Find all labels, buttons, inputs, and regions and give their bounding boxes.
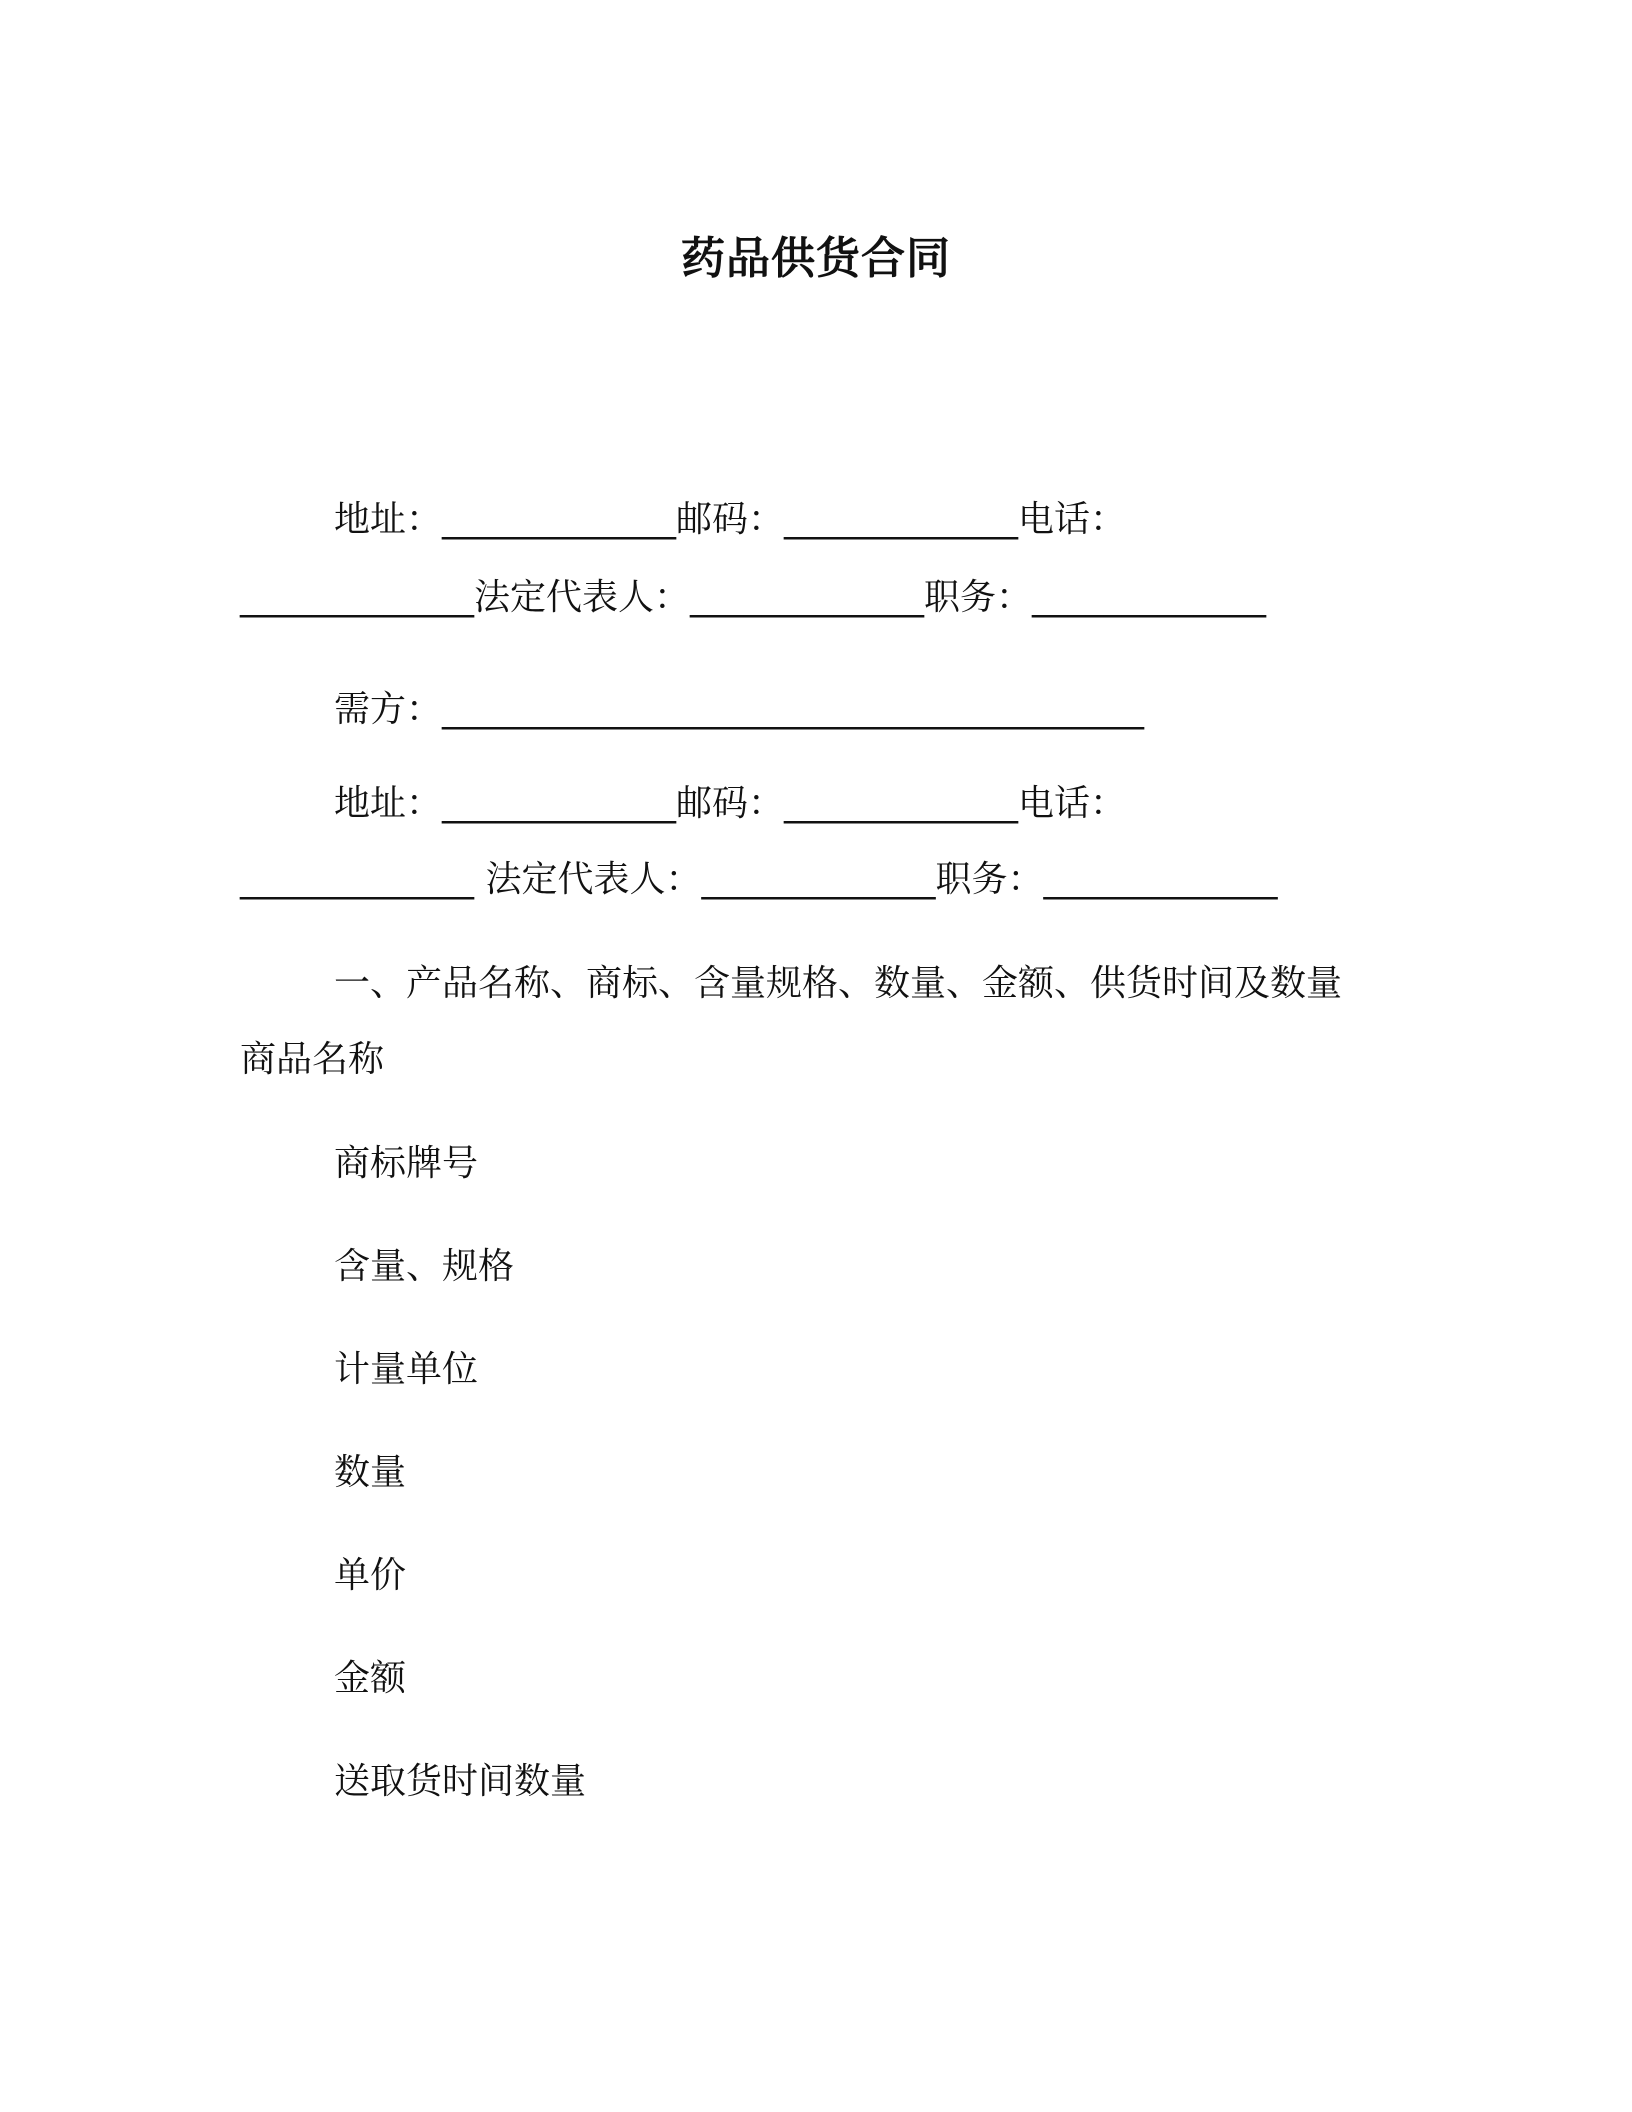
item-amount: 金额 xyxy=(334,1658,407,1699)
item-unit-price: 单价 xyxy=(334,1555,407,1596)
buyer-line: 需方：_______________________________________ xyxy=(334,689,1145,730)
item-spec: 含量、规格 xyxy=(334,1246,515,1287)
item-delivery-time-quantity: 送取货时间数量 xyxy=(334,1761,587,1802)
item-product-name: 商品名称 xyxy=(240,1039,385,1080)
item-unit: 计量单位 xyxy=(334,1349,479,1390)
buyer-representative-line: _____________ 法定代表人：_____________职务：_____________ xyxy=(240,859,1278,900)
supplier-representative-line: _____________法定代表人：_____________职务：_____________ xyxy=(240,577,1267,618)
supplier-address-line: 地址：_____________邮码：_____________电话： xyxy=(334,499,1127,540)
buyer-address-line: 地址：_____________邮码：_____________电话： xyxy=(334,783,1127,824)
item-quantity: 数量 xyxy=(334,1452,407,1493)
document-title: 药品供货合同 xyxy=(681,233,951,284)
item-brand: 商标牌号 xyxy=(334,1143,479,1184)
section-heading: 一、产品名称、商标、含量规格、数量、金额、供货时间及数量 xyxy=(334,963,1343,1004)
